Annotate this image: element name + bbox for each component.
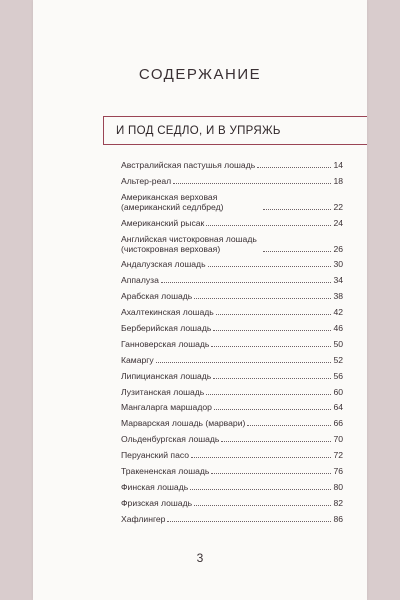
toc-entry-page: 52 [333,354,343,365]
toc-entry-title: Английская чистокровная лошадь (чистокровная верховая) [121,233,257,254]
toc-entry-title: Американский рысак [121,217,205,228]
toc-entry [121,160,343,170]
dot-leader [206,394,331,395]
toc-entry-title: Американская верховая (американский седлбред) [121,191,224,212]
toc-entry-title: Берберийская лошадь [121,323,212,334]
dot-leader [257,167,331,168]
toc-entry [121,418,343,428]
toc-entry-page: 26 [333,243,343,254]
toc-entry [121,387,343,397]
toc-entry [121,339,343,349]
toc-entry-title: Арабская лошадь [121,291,193,302]
dot-leader [263,251,331,252]
toc-entry-page: 80 [333,481,343,492]
toc-entry [121,482,343,492]
toc-entry [121,371,343,381]
dot-leader [191,457,331,458]
toc-entry [121,450,343,460]
toc-entry-page: 86 [333,513,343,524]
toc-entry [121,291,343,301]
table-of-contents [121,160,343,530]
dot-leader [161,282,332,283]
toc-entry-title: Ганноверская лошадь [121,338,210,349]
toc-entry-title: Хафлингер [121,513,166,524]
toc-entry-title: Тракененская лошадь [121,466,210,477]
toc-entry-title: Лузитанская лошадь [121,386,205,397]
dot-leader [167,521,331,522]
toc-entry-page: 24 [333,217,343,228]
toc-entry-page: 60 [333,386,343,397]
toc-entry [121,323,343,333]
toc-entry-page: 66 [333,418,343,429]
dot-leader [247,425,331,426]
dot-leader [214,409,332,410]
dot-leader [216,314,332,315]
toc-entry-page: 50 [333,338,343,349]
book-page [33,0,367,600]
toc-entry [121,498,343,508]
toc-entry-page: 18 [333,175,343,186]
dot-leader [213,378,331,379]
section-title: И ПОД СЕДЛО, И В УПРЯЖЬ [116,124,281,137]
dot-leader [194,298,331,299]
toc-entry-page: 34 [333,275,343,286]
toc-entry-title: Ольденбургская лошадь [121,434,220,445]
dot-leader [211,346,331,347]
dot-leader [194,505,331,506]
toc-entry-page: 76 [333,466,343,477]
toc-entry-title: Марварская лошадь (марвари) [121,418,246,429]
toc-entry [121,176,343,186]
toc-entry-page: 14 [333,160,343,170]
toc-entry-title: Андалузская лошадь [121,259,206,270]
page-title: СОДЕРЖАНИЕ [138,66,262,83]
toc-entry [121,259,343,269]
toc-entry-title: Фризская лошадь [121,497,193,508]
toc-entry [121,234,343,254]
toc-entry-title: Аппалуза [121,275,159,286]
toc-entry-page: 64 [333,402,343,413]
toc-entry [121,355,343,365]
toc-entry-page: 22 [333,201,343,212]
toc-entry [121,466,343,476]
toc-entry-title: Камаргу [121,354,154,365]
toc-entry-page: 72 [333,450,343,461]
toc-entry-title: Ахалтекинская лошадь [121,307,214,318]
dot-leader [190,489,331,490]
dot-leader [173,183,331,184]
toc-entry-page: 46 [333,323,343,334]
toc-entry-title: Мангаларга маршадор [121,402,212,413]
toc-entry-page: 38 [333,291,343,302]
toc-entry [121,514,343,524]
toc-entry [121,192,343,212]
toc-entry [121,402,343,412]
toc-entry [121,275,343,285]
dot-leader [156,362,332,363]
toc-entry-page: 30 [333,259,343,270]
toc-entry-title: Австралийская пастушья лошадь [121,160,256,170]
page-number: 3 [196,551,204,565]
dot-leader [208,266,332,267]
toc-entry [121,218,343,228]
toc-entry [121,307,343,317]
toc-entry-title: Альтер-реал [121,175,172,186]
dot-leader [206,225,331,226]
dot-leader [213,330,331,331]
section-header [103,116,367,145]
toc-entry-page: 82 [333,497,343,508]
dot-leader [263,209,331,210]
toc-entry-title: Финская лошадь [121,481,189,492]
toc-entry-title: Перуанский пасо [121,450,190,461]
toc-entry [121,434,343,444]
dot-leader [211,473,331,474]
toc-entry-page: 42 [333,307,343,318]
toc-entry-title: Липицианская лошадь [121,370,212,381]
dot-leader [221,441,331,442]
toc-entry-page: 70 [333,434,343,445]
toc-entry-page: 56 [333,370,343,381]
